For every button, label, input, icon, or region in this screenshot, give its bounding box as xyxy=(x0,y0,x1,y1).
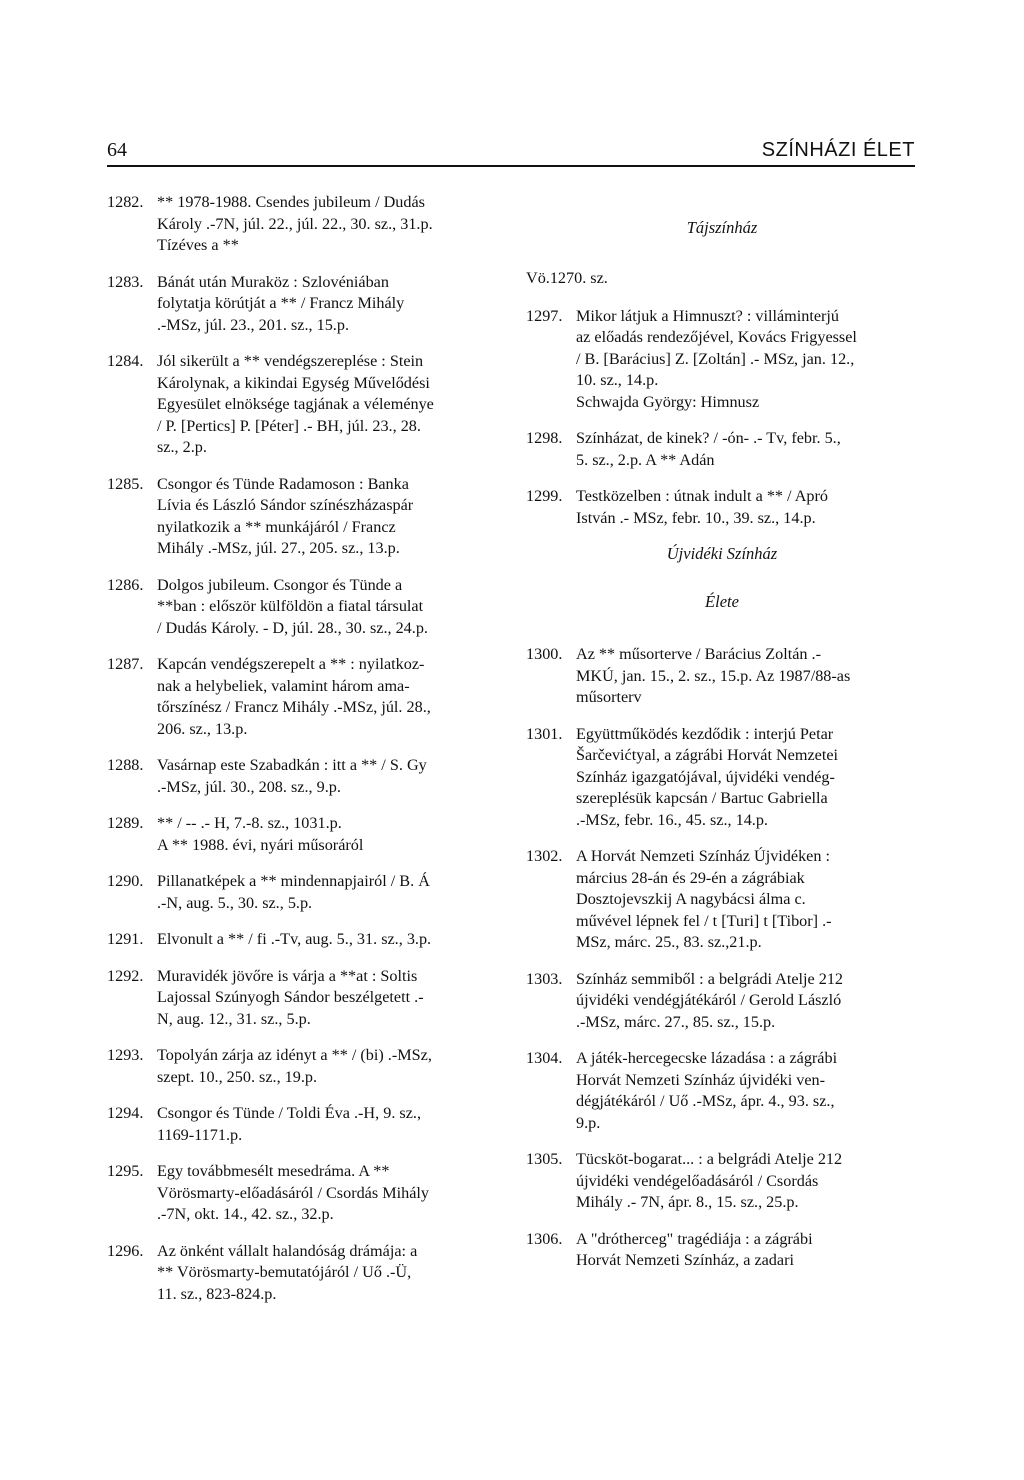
entry-line: **ban : először külföldön a fiatal társulat xyxy=(157,597,424,615)
entry-line: dégjátékáról / Uő .-MSz, ápr. 4., 93. sz., xyxy=(576,1092,835,1110)
bibliography-entry xyxy=(526,486,918,529)
entry-line: Lívia és László Sándor színészházaspár xyxy=(157,496,414,514)
entry-line: nak a helybeliek, valamint három ama- xyxy=(157,676,410,695)
entry-line: Šarčevićtyal, a zágrábi Horvát Nemzetei xyxy=(576,746,839,764)
bibliography-entry xyxy=(526,846,918,954)
entry-number: 1302. xyxy=(526,847,563,865)
entry-line: 10. sz., 14.p. xyxy=(576,371,659,389)
entry-text xyxy=(157,474,501,560)
entry-line: A játék-hercegecske lázadása : a zágrábi xyxy=(576,1049,838,1067)
entry-group xyxy=(526,306,918,530)
entry-line: nyilatkozik a ** munkájáról / Francz xyxy=(157,517,396,536)
entry-line: Testközelben : útnak indult a ** / Apró xyxy=(576,487,828,505)
right-column xyxy=(526,192,918,1287)
entry-text xyxy=(576,1048,918,1134)
entry-line: újvidéki vendégelőadásáról / Csordás xyxy=(576,1171,819,1190)
entry-line: Károly .-7N, júl. 22., júl. 22., 30. sz., 31.p. xyxy=(157,214,433,233)
entry-number: 1300. xyxy=(526,645,563,663)
entry-number: 1304. xyxy=(526,1049,563,1067)
entry-text xyxy=(576,306,918,414)
entry-number: 1301. xyxy=(526,724,563,743)
entry-number: 1283. xyxy=(107,272,144,291)
entry-line: N, aug. 12., 31. sz., 5.p. xyxy=(157,1009,311,1028)
entry-number: 1305. xyxy=(526,1150,563,1168)
bibliography-entry xyxy=(107,575,501,640)
entry-number: 1290. xyxy=(107,872,144,890)
entry-text xyxy=(576,428,918,471)
entry-number: 1286. xyxy=(107,575,144,594)
entry-line: Horvát Nemzeti Színház újvidéki ven- xyxy=(576,1070,826,1089)
entry-line: Schwajda György: Himnusz xyxy=(576,392,760,411)
entry-line: Csongor és Tünde / Toldi Éva .-H, 9. sz., xyxy=(157,1104,421,1122)
entry-text xyxy=(576,1229,918,1272)
entry-group xyxy=(526,644,918,1272)
entry-number: 1284. xyxy=(107,352,144,370)
entry-number: 1282. xyxy=(107,193,144,211)
bibliography-entry xyxy=(526,1229,918,1272)
entry-line: Vörösmarty-előadásáról / Csordás Mihály xyxy=(157,1183,429,1202)
entry-line: 206. sz., 13.p. xyxy=(157,719,248,738)
entry-line: ** / -- .- H, 7.-8. sz., 1031.p. xyxy=(157,814,342,832)
entry-line: A Horvát Nemzeti Színház Újvidéken : xyxy=(576,847,830,865)
entry-text xyxy=(157,755,501,798)
entry-line: 9.p. xyxy=(576,1113,601,1132)
bibliography-entry xyxy=(526,644,918,709)
entry-line: / P. [Pertics] P. [Péter] .- BH, júl. 23., 28. xyxy=(157,416,421,435)
bibliography-entry xyxy=(107,966,501,1031)
bibliography-entry xyxy=(526,1149,918,1214)
entry-line: Mihály .- 7N, ápr. 8., 15. sz., 25.p. xyxy=(576,1193,799,1211)
entry-text xyxy=(157,966,501,1031)
entry-line: az előadás rendezőjével, Kovács Frigyessel xyxy=(576,328,857,346)
entry-line: Tücsköt-bogarat... : a belgrádi Atelje 212 xyxy=(576,1150,843,1168)
entry-text xyxy=(576,724,918,832)
entry-text xyxy=(157,1103,501,1146)
entry-text xyxy=(157,272,501,337)
see-also-reference: Vö.1270. sz. xyxy=(526,269,608,287)
section-heading: Tájszínház xyxy=(686,218,758,237)
left-column xyxy=(107,192,501,1320)
entry-line: Egyesület elnöksége tagjának a véleménye xyxy=(157,395,434,413)
entry-line: Jól sikerült a ** vendégszereplése : Stein xyxy=(157,352,424,370)
entry-number: 1289. xyxy=(107,814,144,832)
entry-line: Vasárnap este Szabadkán : itt a ** / S. Gy xyxy=(157,756,427,774)
entry-line: 1169-1171.p. xyxy=(157,1125,243,1144)
bibliography-entry xyxy=(107,192,501,257)
entry-line: Együttműködés kezdődik : interjú Petar xyxy=(576,724,834,743)
bibliography-entry xyxy=(107,871,501,914)
bibliography-entry xyxy=(107,474,501,560)
entry-line: .-MSz, júl. 30., 208. sz., 9.p. xyxy=(157,777,341,796)
bibliography-entry xyxy=(107,272,501,337)
entry-number: 1293. xyxy=(107,1046,144,1064)
entry-line: Az ** műsorterve / Barácius Zoltán .- xyxy=(576,645,821,663)
entry-number: 1298. xyxy=(526,429,563,447)
entry-text xyxy=(157,871,501,914)
bibliography-entry xyxy=(107,1103,501,1146)
entry-line: Tízéves a ** xyxy=(157,236,239,254)
entry-line: .-MSz, márc. 27., 85. sz., 15.p. xyxy=(576,1012,776,1031)
entry-number: 1299. xyxy=(526,487,563,505)
entry-number: 1296. xyxy=(107,1241,144,1260)
entry-line: / Dudás Károly. - D, júl. 28., 30. sz., 24.p. xyxy=(157,618,428,637)
bibliography-entry xyxy=(107,929,501,951)
entry-line: szereplésük kapcsán / Bartuc Gabriella xyxy=(576,789,828,807)
entry-line: .-N, aug. 5., 30. sz., 5.p. xyxy=(157,893,313,912)
entry-line: újvidéki vendégjátékáról / Gerold László xyxy=(576,991,842,1009)
entry-text xyxy=(157,575,501,640)
page-number: 64 xyxy=(107,139,127,161)
bibliography-entry xyxy=(526,428,918,471)
entry-text xyxy=(576,969,918,1034)
entry-line: Mihály .-MSz, júl. 27., 205. sz., 13.p. xyxy=(157,539,400,557)
entry-number: 1303. xyxy=(526,969,563,988)
entry-number: 1294. xyxy=(107,1104,144,1122)
entry-line: Elvonult a ** / fi .-Tv, aug. 5., 31. sz., 3.p. xyxy=(157,930,432,948)
bibliography-entry xyxy=(107,1161,501,1226)
entry-line: műsorterv xyxy=(576,688,642,706)
entry-line: Lajossal Szúnyogh Sándor beszélgetett .- xyxy=(157,988,424,1006)
entry-text xyxy=(157,1241,501,1306)
entry-line: Dolgos jubileum. Csongor és Tünde a xyxy=(157,575,403,594)
entry-line: Mikor látjuk a Himnuszt? : villáminterjú xyxy=(576,306,839,325)
entry-line: Dosztojevszkij A nagybácsi álma c. xyxy=(576,890,806,908)
entry-line: .-MSz, júl. 23., 201. sz., 15.p. xyxy=(157,315,349,334)
entry-number: 1295. xyxy=(107,1162,144,1180)
bibliography-entry xyxy=(526,1048,918,1134)
entry-line: Bánát után Muraköz : Szlovéniában xyxy=(157,272,389,291)
entry-number: 1292. xyxy=(107,966,144,985)
entry-line: MSz, márc. 25., 83. sz.,21.p. xyxy=(576,933,762,951)
entry-line: Pillanatképek a ** mindennapjairól / B. Á xyxy=(157,872,430,890)
bibliography-entry xyxy=(107,813,501,856)
entry-line: folytatja körútját a ** / Francz Mihály xyxy=(157,294,405,312)
entry-line: Színház semmiből : a belgrádi Atelje 212 xyxy=(576,969,844,988)
running-title: SZÍNHÁZI ÉLET xyxy=(761,139,915,161)
entry-number: 1287. xyxy=(107,655,144,673)
entry-text xyxy=(157,929,501,951)
entry-text xyxy=(157,1045,501,1088)
entry-line: István .- MSz, febr. 10., 39. sz., 14.p. xyxy=(576,508,816,527)
section-heading: Újvidéki Színház xyxy=(666,544,778,563)
entry-text xyxy=(576,846,918,954)
entry-text xyxy=(576,644,918,709)
entry-line: Az önként vállalt halandóság drámája: a xyxy=(157,1241,418,1260)
bibliography-entry xyxy=(107,1241,501,1306)
entry-line: ** Vörösmarty-bemutatójáról / Uő .-Ü, xyxy=(157,1263,412,1281)
entry-line: március 28-án és 29-én a zágrábiak xyxy=(576,868,805,887)
header-rule xyxy=(107,165,915,167)
entry-line: Egy továbbmesélt mesedráma. A ** xyxy=(157,1162,390,1180)
entry-line: / B. [Barácius] Z. [Zoltán] .- MSz, jan. 12., xyxy=(576,349,855,368)
entry-number: 1306. xyxy=(526,1229,563,1248)
bibliography-entry xyxy=(526,724,918,832)
bibliography-entry xyxy=(107,654,501,740)
entry-line: A ** 1988. évi, nyári műsoráról xyxy=(157,835,364,854)
entry-number: 1288. xyxy=(107,756,144,774)
entry-number: 1297. xyxy=(526,306,563,325)
entry-number: 1285. xyxy=(107,474,144,493)
entry-text xyxy=(576,1149,918,1214)
entry-text xyxy=(157,813,501,856)
entry-line: 5. sz., 2.p. A ** Adán xyxy=(576,450,715,469)
entry-line: 11. sz., 823-824.p. xyxy=(157,1284,277,1303)
bibliography-entry xyxy=(526,306,918,414)
entry-number: 1291. xyxy=(107,930,144,948)
entry-line: .-MSz, febr. 16., 45. sz., 14.p. xyxy=(576,810,768,829)
entry-line: Károlynak, a kikindai Egység Művelődési xyxy=(157,373,430,392)
entry-line: MKÚ, jan. 15., 2. sz., 15.p. Az 1987/88-as xyxy=(576,666,851,685)
entry-line: .-7N, okt. 14., 42. sz., 32.p. xyxy=(157,1205,334,1223)
entry-line: ** 1978-1988. Csendes jubileum / Dudás xyxy=(157,193,425,211)
entry-text xyxy=(157,192,501,257)
entry-text xyxy=(157,1161,501,1226)
entry-line: Színházat, de kinek? / -ón- .- Tv, febr. 5., xyxy=(576,429,841,447)
entry-line: Kapcán vendégszerepelt a ** : nyilatkoz- xyxy=(157,655,425,673)
entry-line: Muravidék jövőre is várja a **at : Soltis xyxy=(157,966,418,985)
entry-text xyxy=(157,654,501,740)
page-header xyxy=(107,128,915,162)
entry-text xyxy=(157,351,501,459)
entry-line: Topolyán zárja az idényt a ** / (bi) .-MSz, xyxy=(157,1046,432,1064)
entry-line: Horvát Nemzeti Színház, a zadari xyxy=(576,1251,794,1269)
bibliography-entry xyxy=(526,969,918,1034)
entry-line: A "drótherceg" tragédiája : a zágrábi xyxy=(576,1229,813,1248)
entry-line: szept. 10., 250. sz., 19.p. xyxy=(157,1067,318,1086)
entry-line: sz., 2.p. xyxy=(157,438,207,456)
entry-line: művével lépnek fel / t [Turi] t [Tibor] .- xyxy=(576,911,832,930)
entry-line: tőrszínész / Francz Mihály .-MSz, júl. 28., xyxy=(157,698,431,716)
bibliography-entry xyxy=(107,351,501,459)
entry-text xyxy=(576,486,918,529)
bibliography-entry xyxy=(107,755,501,798)
entry-line: Csongor és Tünde Radamoson : Banka xyxy=(157,474,409,493)
subsection-heading: Élete xyxy=(705,592,739,611)
entry-line: Színház igazgatójával, újvidéki vendég- xyxy=(576,767,835,786)
bibliography-entry xyxy=(107,1045,501,1088)
